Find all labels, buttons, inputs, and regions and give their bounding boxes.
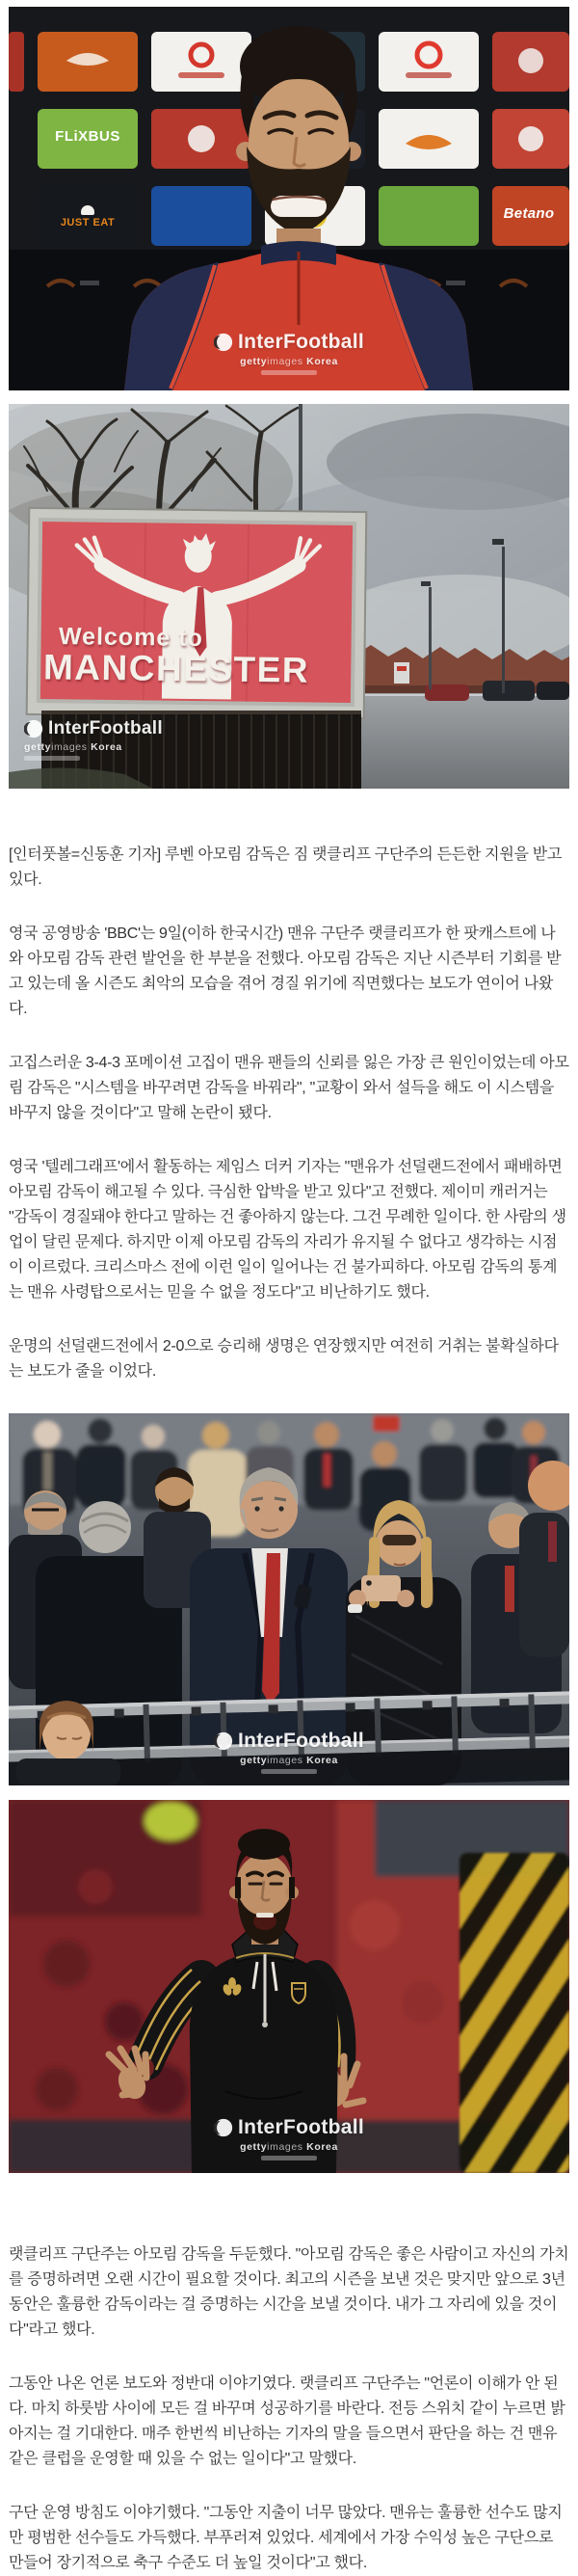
billboard-welcome-text: Welcome to: [58, 623, 204, 652]
photo-amorim-touchline: [9, 1800, 569, 2173]
paragraph: [인터풋볼=신동훈 기자] 루벤 아모림 감독은 짐 랫클리프 구단주의 든든한 지원을 받고 있다.: [9, 846, 563, 888]
billboard-manchester-text: MANCHESTER: [42, 647, 310, 690]
watermark-sub: gettyimages Korea: [24, 741, 122, 753]
sponsor-justeat-label: JUST EAT: [38, 205, 138, 228]
watermark-brand: InterFootball: [237, 331, 365, 353]
paragraph: 운명의 선덜랜드전에서 2-0으로 승리해 생명은 연장했지만 여전히 거취는 불확실하다는 보도가 줄을 이었다.: [9, 1338, 559, 1380]
photo-stand-frame: [9, 1413, 569, 1785]
stand-illustration: [9, 1413, 569, 1785]
paragraph: 그동안 나온 언론 보도와 정반대 이야기였다. 랫클리프 구단주는 "언론이 이해가 안 된다. 마치 하룻밤 사이에 모든 걸 바꾸며 성공하기를 바란다. 전등 스위치 같이 누르면 밝아지는 걸 기대한다. 매주 한번씩 비난하는 기자의 말을 들으면서 판단을 하는 건 맨유 같은 클럽을 운영할 때 있을 수 없는 일이다"고 말했다.: [9, 2375, 565, 2467]
paragraph: 구단 운영 방침도 이야기했다. "그동안 지출이 너무 많았다. 맨유는 훌륭한 선수도 많지만 평범한 선수들도 가득했다. 부푸러져 있었다. 세계에서 가장 수익성 높은 구단으로 만들어 장기적으로 축구 수준도 더 높일 것이다"고 했다.: [9, 2505, 563, 2571]
photo-press-conference-frame: [9, 7, 569, 390]
sponsor-flixbus-label: FLiXBUS: [55, 128, 120, 145]
sponsor-betano-label: Betano: [503, 205, 555, 222]
watermark-brand: InterFootball: [237, 2116, 365, 2138]
article-body-bottom: [9, 2242, 569, 2576]
billboard-illustration: [9, 404, 569, 789]
press-conference-illustration: [9, 7, 569, 390]
touchline-illustration: [9, 1800, 569, 2173]
photo-billboard-frame: [9, 404, 569, 789]
photo-touchline-frame: [9, 1800, 569, 2173]
paragraph: 영국 '텔레그래프'에서 활동하는 제임스 더커 기자는 "맨유가 선덜랜드전에서 패배하면 아모림 감독이 해고될 수 있다. 극심한 압박을 받고 있다"고 전했다. 제이미 캐러거는 "감독이 경질돼야 한다고 말하는 건 좋아하지 않는다. 그건 무례한 일이다. 한 사람의 생업이 달린 문제다. 하지만 이제 아모림 감독의 자리가 유지될 수 없다고 생각하는 시점이 이르렀다. 크리스마스 전에 이런 일이 일어나는 건 불가피하다. 아모림 감독의 통계는 맨유 사령탑으로서는 믿을 수 없을 정도다"고 비난하기도 했다.: [9, 1159, 566, 1301]
paragraph: 고집스러운 3-4-3 포메이션 고집이 맨유 팬들의 신뢰를 잃은 가장 큰 원인이었는데 아모림 감독은 "시스템을 바꾸려면 감독을 바꿔라", "교황이 와서 설득을 해도 이 시스템을 바꾸지 않을 것이다"고 말해 논란이 됐다.: [9, 1055, 569, 1121]
watermark-sub: gettyimages Korea: [240, 2141, 338, 2153]
photo-press-conference: [9, 7, 569, 390]
watermark-sub: gettyimages Korea: [240, 1755, 338, 1766]
watermark-brand: InterFootball: [48, 718, 163, 738]
paragraph: 랫클리프 구단주는 아모림 감독을 두둔했다. "아모림 감독은 좋은 사람이고 자신의 가치를 증명하려면 오랜 시간이 필요할 것이다. 최고의 시즌을 보낸 것은 맞지만 앞으로 3년 동안은 훌륭한 감독이라는 걸 증명하는 시간을 보낼 것이다. 내가 그 자리에 있을 것이다"라고 했다.: [9, 2246, 569, 2338]
article-body-top: [9, 843, 569, 1384]
watermark-brand: InterFootball: [237, 1730, 365, 1752]
watermark-sub: gettyimages Korea: [240, 356, 338, 367]
photo-ratcliffe-stand: [9, 1413, 569, 1785]
photo-manchester-billboard: [9, 404, 569, 789]
paragraph: 영국 공영방송 'BBC'는 9일(이하 한국시간) 맨유 구단주 랫클리프가 한 팟캐스트에 나와 아모림 감독 관련 발언을 한 부분을 전했다. 아모림 감독은 지난 시즌부터 기회를 받고 있는데 올 시즌도 최악의 모습을 겪어 경질 위기에 직면했다는 보도가 연이어 나왔다.: [9, 926, 562, 1017]
